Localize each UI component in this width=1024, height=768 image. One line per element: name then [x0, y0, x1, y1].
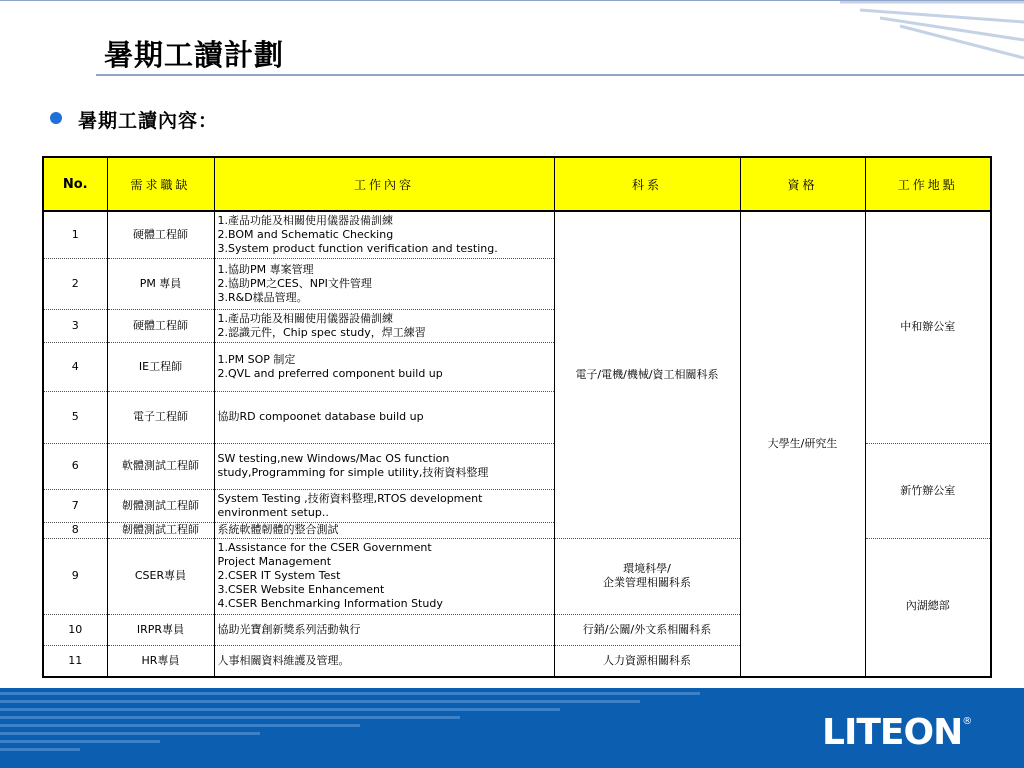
footer-stripes	[0, 688, 720, 768]
row-no: 8	[43, 522, 107, 538]
row-content: 1.產品功能及相關使用儀器設備訓練 2.認識元件，Chip spec study，焊工練習	[214, 309, 554, 342]
location-cell: 中和辦公室	[865, 211, 991, 443]
row-content: 協助RD compoonet database build up	[214, 391, 554, 443]
logo-text: LITEON	[822, 712, 963, 753]
table-row	[43, 211, 991, 258]
row-role: 韌體測試工程師	[107, 489, 214, 522]
section-subtitle: 暑期工讀內容：	[78, 110, 219, 132]
registered-mark: ®	[962, 716, 972, 727]
dept-cell: 環境科學/ 企業管理相關科系	[554, 538, 740, 614]
header-no: No.	[43, 157, 107, 211]
job-table	[42, 156, 992, 678]
liteon-logo	[822, 712, 971, 753]
row-content: 1.PM SOP 制定 2.QVL and preferred component build up	[214, 342, 554, 391]
page-title: 暑期工讀計劃	[104, 38, 285, 72]
row-role: 韌體測試工程師	[107, 522, 214, 538]
row-no: 9	[43, 538, 107, 614]
dept-cell: 人力資源相關科系	[554, 645, 740, 677]
row-content: 1.產品功能及相關使用儀器設備訓練 2.BOM and Schematic Checking 3.System product function verification and testing.	[214, 211, 554, 258]
row-no: 11	[43, 645, 107, 677]
row-content: System Testing ,技術資料整理,RTOS development environment setup..	[214, 489, 554, 522]
header-dept: 科系	[554, 157, 740, 211]
qualification-cell: 大學生/研究生	[740, 211, 865, 677]
row-role: 硬體工程師	[107, 309, 214, 342]
location-cell: 新竹辦公室	[865, 443, 991, 538]
row-role: PM 專員	[107, 258, 214, 309]
location-cell: 內湖總部	[865, 538, 991, 677]
row-role: 硬體工程師	[107, 211, 214, 258]
bullet-icon	[50, 112, 62, 124]
row-content: 1.協助PM 專案管理 2.協助PM之CES、NPI文件管理 3.R&D樣品管理。	[214, 258, 554, 309]
header-role: 需求職缺	[107, 157, 214, 211]
row-no: 4	[43, 342, 107, 391]
header-content: 工作內容	[214, 157, 554, 211]
dept-cell: 電子/電機/機械/資工相關科系	[554, 211, 740, 538]
row-content: 協助光寶創新獎系列活動執行	[214, 614, 554, 645]
row-no: 7	[43, 489, 107, 522]
row-content: 1.Assistance for the CSER Government Project Management 2.CSER IT System Test 3.CSER Website Enhancement 4.CSER Benchmarking Information Study	[214, 538, 554, 614]
row-no: 5	[43, 391, 107, 443]
title-divider	[96, 74, 1024, 76]
row-role: 軟體測試工程師	[107, 443, 214, 489]
row-role: HR專員	[107, 645, 214, 677]
row-no: 3	[43, 309, 107, 342]
row-content: SW testing,new Windows/Mac OS function study,Programming for simple utility,技術資料整理	[214, 443, 554, 489]
row-no: 1	[43, 211, 107, 258]
dept-cell: 行銷/公關/外文系相關科系	[554, 614, 740, 645]
row-content: 系統軟體韌體的整合測試	[214, 522, 554, 538]
row-role: 電子工程師	[107, 391, 214, 443]
row-content: 人事相關資料維護及管理。	[214, 645, 554, 677]
row-no: 2	[43, 258, 107, 309]
table-header-row	[43, 157, 991, 211]
header-qualification: 資格	[740, 157, 865, 211]
header-location: 工作地點	[865, 157, 991, 211]
row-no: 10	[43, 614, 107, 645]
row-role: IE工程師	[107, 342, 214, 391]
row-role: CSER專員	[107, 538, 214, 614]
row-role: IRPR專員	[107, 614, 214, 645]
row-no: 6	[43, 443, 107, 489]
